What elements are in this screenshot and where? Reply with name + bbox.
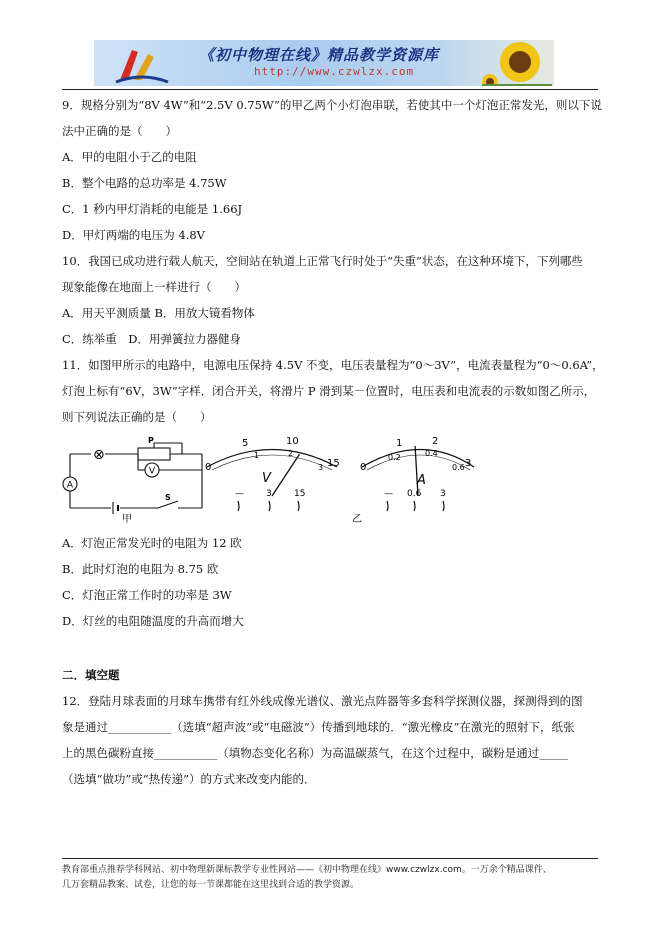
banner-url[interactable]: http://www.czwlzx.com bbox=[254, 65, 415, 78]
q12-line: 12．登陆月球表面的月球车携带有红外线成像光谱仪、激光点阵器等多套科学探测仪器，探测得到的图 bbox=[62, 694, 583, 708]
lamp-icon: ⊗ bbox=[93, 447, 105, 463]
q11-stem-line: 灯泡上标有“6V，3W”字样．闭合开关，将滑片 P 滑到某－位置时，电压表和电流表的示数如图乙所示， bbox=[62, 384, 596, 398]
logo-icon bbox=[112, 44, 172, 84]
ammeter-scale-label: 0.4 bbox=[425, 449, 438, 458]
ammeter-terminal-label: — bbox=[384, 489, 393, 499]
ammeter-scale-label: 3 bbox=[465, 458, 472, 469]
voltmeter-scale-label: 10 bbox=[286, 436, 299, 447]
ammeter-symbol: A bbox=[417, 473, 426, 488]
q9-option: A．甲的电阻小于乙的电阻 bbox=[62, 150, 197, 164]
ammeter-dial bbox=[360, 436, 474, 511]
q10-option: A．用天平测质量 B．用放大镜看物体 bbox=[62, 306, 255, 320]
footer-rule bbox=[62, 858, 598, 859]
slider-label: P bbox=[148, 436, 154, 445]
switch-label: S bbox=[165, 493, 171, 502]
voltmeter-dial bbox=[205, 436, 340, 511]
header-rule bbox=[62, 89, 598, 90]
sunflower-icon bbox=[482, 40, 552, 86]
q11-option: B．此时灯泡的电阻为 8.75 欧 bbox=[62, 562, 219, 576]
voltmeter-scale-label: 3 bbox=[318, 463, 324, 472]
q11-stem-line: 则下列说法正确的是（ ） bbox=[62, 410, 212, 424]
q12-line: 上的黑色碳粉直接___________（填物态变化名称）为高温碳蒸气，在这个过程中，碳粉是通过_____ bbox=[62, 746, 568, 760]
ammeter-terminals-icon bbox=[387, 501, 444, 511]
q12-line: 象是通过___________（选填“超声波”或“电磁波”）传播到地球的．“激光橡皮”在激光的照射下，纸张 bbox=[62, 720, 575, 734]
circuit-label: 甲 bbox=[122, 514, 132, 524]
voltmeter-terminal-label: 3 bbox=[266, 489, 272, 499]
q11-option: C．灯泡正常工作时的功率是 3W bbox=[62, 588, 232, 602]
voltmeter-scale-label: 15 bbox=[327, 458, 340, 469]
footer bbox=[62, 863, 598, 893]
q10-stem-line: 10．我国已成功进行载人航天，空间站在轨道上正常飞行时处于“失重”状态，在这种环境下，下列哪些 bbox=[62, 254, 583, 268]
q11-stem-line: 11．如图甲所示的电路中，电源电压保持 4.5V 不变，电压表量程为“0～3V”，电流表量程为“0～0.6A”， bbox=[62, 358, 604, 372]
ammeter-scale-label: 0.2 bbox=[388, 453, 401, 462]
q9-option: C．1 秒内甲灯消耗的电能是 1.66J bbox=[62, 202, 243, 216]
section-title: 二．填空题 bbox=[62, 668, 120, 682]
ammeter-scale-label: 0 bbox=[360, 462, 367, 473]
q11-option: D．灯丝的电阻随温度的升高而增大 bbox=[62, 614, 244, 628]
footer-line: 几万套精品教案、试卷，让您的每一节课都能在这里找到合适的教学资源。 bbox=[62, 880, 360, 890]
q9-option: D．甲灯两端的电压为 4.8V bbox=[62, 228, 205, 242]
voltmeter-scale-label: 1 bbox=[254, 451, 260, 460]
q11-figure bbox=[62, 434, 477, 524]
voltmeter-scale-label: 5 bbox=[242, 438, 249, 449]
ammeter-terminal-label: 0.6 bbox=[407, 489, 422, 499]
document-body bbox=[62, 92, 604, 792]
meters-label: 乙 bbox=[352, 514, 362, 524]
header-banner bbox=[94, 40, 554, 86]
voltmeter-scale-label: 0 bbox=[205, 462, 212, 473]
ammeter-icon: A bbox=[66, 480, 74, 491]
voltmeter-terminals-icon bbox=[238, 501, 299, 511]
circuit-diagram bbox=[63, 443, 202, 514]
q12-line: （选填“做功”或“热传递”）的方式来改变内能的． bbox=[62, 772, 316, 786]
q11-option: A．灯泡正常发光时的电阻为 12 欧 bbox=[62, 536, 242, 550]
voltmeter-symbol: V bbox=[262, 471, 271, 486]
q9-stem-line: 法中正确的是（ ） bbox=[62, 124, 177, 138]
q10-stem-line: 现象能像在地面上一样进行（ ） bbox=[62, 280, 246, 294]
ammeter-terminal-label: 3 bbox=[440, 489, 446, 499]
voltmeter-terminal-label: — bbox=[235, 489, 244, 499]
voltmeter-terminal-label: 15 bbox=[294, 489, 306, 499]
voltmeter-scale-label: 2 bbox=[288, 449, 294, 458]
ammeter-scale-label: 1 bbox=[396, 438, 403, 449]
q9-option: B．整个电路的总功率是 4.75W bbox=[62, 176, 227, 190]
q10-option: C．练举重 D．用弹簧拉力器健身 bbox=[62, 332, 242, 346]
voltmeter-icon: V bbox=[148, 466, 156, 477]
ammeter-scale-label: 0.6 bbox=[452, 463, 465, 472]
footer-line: 教育部重点推荐学科网站、初中物理新课标教学专业性网站——《初中物理在线》www.czwlzx.com。一万余个精品课件、 bbox=[62, 865, 552, 875]
ammeter-scale-label: 2 bbox=[432, 436, 439, 447]
banner-title: 《初中物理在线》精品教学资源库 bbox=[199, 46, 440, 64]
circuit-and-meters-diagram bbox=[62, 434, 477, 524]
q9-stem-line: 9．规格分别为“8V 4W”和“2.5V 0.75W”的甲乙两个小灯泡串联，若使其中一个灯泡正常发光，则以下说 bbox=[62, 98, 602, 112]
